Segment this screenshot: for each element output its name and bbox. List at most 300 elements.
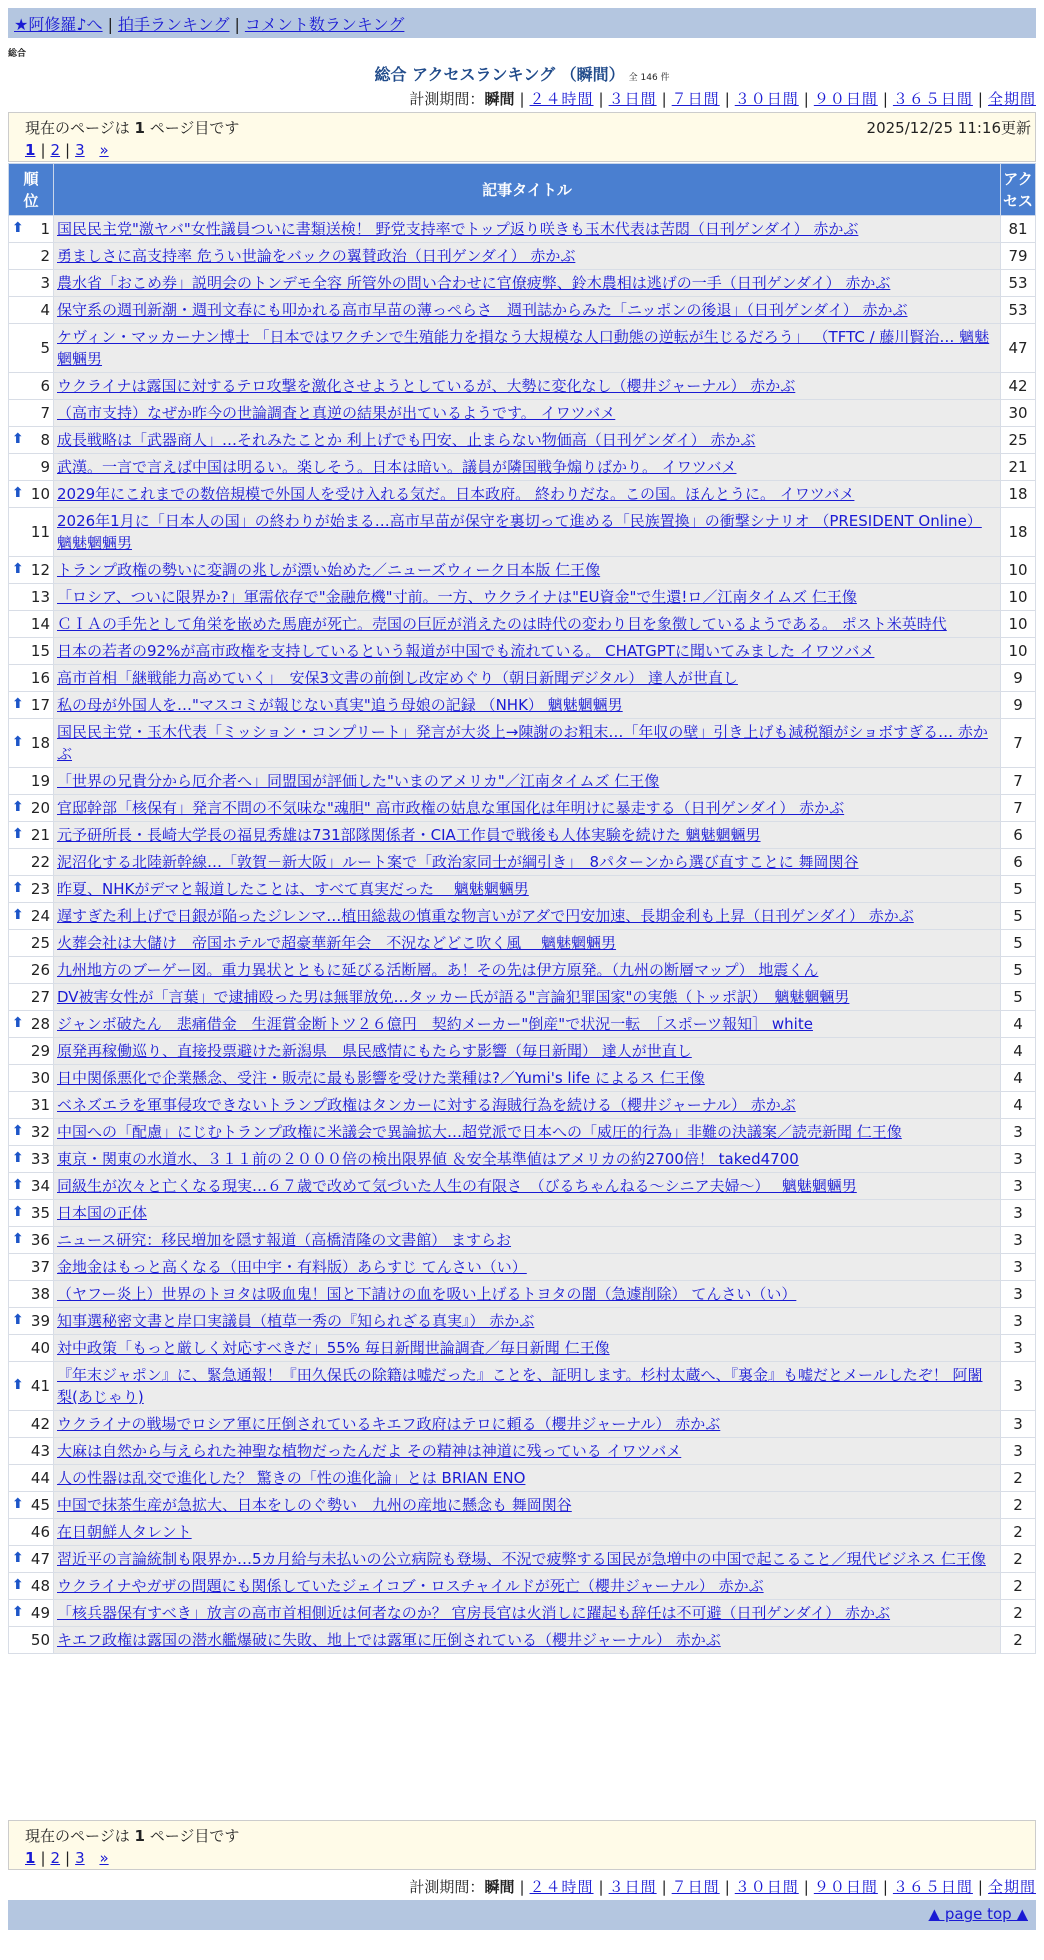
access-count: 5	[1001, 957, 1036, 984]
up-arrow-icon: ⬆	[12, 1123, 24, 1139]
article-link[interactable]: 大麻は自然から与えられた神聖な植物だったんだよ その精神は神道に残っている イワツバメ	[57, 1442, 682, 1460]
rank-number: 24	[30, 907, 50, 925]
rank-number: 18	[30, 734, 50, 752]
period-separator: |	[519, 90, 525, 108]
title-cell	[54, 270, 1001, 297]
period-selector-top	[409, 88, 1036, 109]
clap-ranking-link[interactable]: 拍手ランキング	[117, 15, 230, 34]
table-row	[9, 1092, 1036, 1119]
article-link[interactable]: 在日朝鮮人タレント	[57, 1523, 192, 1541]
rank-cell	[9, 984, 54, 1011]
table-row	[9, 427, 1036, 454]
access-count: 5	[1001, 984, 1036, 1011]
rank-cell	[9, 1092, 54, 1119]
rank-number: 17	[30, 696, 50, 714]
rank-cell	[9, 400, 54, 427]
rank-cell	[9, 611, 54, 638]
up-arrow-icon: ⬆	[12, 1604, 24, 1620]
title-cell	[54, 984, 1001, 1011]
access-count: 3	[1001, 1362, 1036, 1411]
access-count: 7	[1001, 768, 1036, 795]
title-cell	[54, 876, 1001, 903]
rank-number: 8	[40, 431, 50, 449]
rank-cell	[9, 454, 54, 481]
period-link-all[interactable]: 全期間	[987, 90, 1036, 108]
page-status-text: 現在のページは	[25, 119, 135, 137]
article-link[interactable]: 『年末ジャポン』に、緊急通報！『田久保氏の除籍は嘘だった』ことを、証明します。杉村太蔵へ、『裏金』も嘘だとメールしたぞ！ 阿闍梨(あじゃり)	[57, 1366, 983, 1406]
rank-number: 42	[30, 1415, 50, 1433]
table-row	[9, 768, 1036, 795]
rank-cell	[9, 1627, 54, 1654]
pagination-separator: |	[40, 141, 46, 159]
up-arrow-icon: ⬆	[12, 907, 24, 923]
table-row	[9, 216, 1036, 243]
rank-number: 7	[40, 404, 50, 422]
table-row	[9, 876, 1036, 903]
article-link[interactable]: 「核兵器保有すべき」放言の高市首相側近は何者なのか？ 官房長官は火消しに躍起も辞任は不可避（日刊ゲンダイ） 赤かぶ	[57, 1604, 891, 1622]
article-link[interactable]: 対中政策「もっと厳しく対応すべきだ」55% 毎日新聞世論調査／毎日新聞 仁王像	[57, 1339, 610, 1357]
up-arrow-icon: ⬆	[12, 1550, 24, 1566]
nav-separator: |	[107, 15, 113, 34]
article-link[interactable]: 2026年1月に「日本人の国」の終わりが始まる…高市早苗が保守を裏切って進める「民族置換」の衝撃シナリオ （PRESIDENT Online） 魑魅魍魎男	[57, 512, 982, 552]
article-link[interactable]: 中国で抹茶生産が急拡大、日本をしのぐ勢い 九州の産地に懸念も 舞岡関谷	[57, 1496, 572, 1514]
rank-number: 16	[30, 669, 50, 687]
title-cell	[54, 930, 1001, 957]
table-row	[9, 1200, 1036, 1227]
article-link[interactable]: 金地金はもっと高くなる（田中宇・有料版）あらすじ てんさい（い）	[57, 1258, 527, 1276]
rank-number: 26	[30, 961, 50, 979]
title-cell	[54, 1173, 1001, 1200]
rank-cell	[9, 768, 54, 795]
access-count: 10	[1001, 638, 1036, 665]
title-cell	[54, 1227, 1001, 1254]
rank-number: 22	[30, 853, 50, 871]
article-link[interactable]: 成長戦略は「武器商人」…それみたことか 利上げでも円安、止まらない物価高（日刊ゲンダイ） 赤かぶ	[57, 431, 756, 449]
access-count: 3	[1001, 1119, 1036, 1146]
access-count: 9	[1001, 692, 1036, 719]
spacer	[90, 1849, 95, 1867]
rank-number: 31	[30, 1096, 50, 1114]
article-link[interactable]: DV被害女性が「言葉」で逮捕殴った男は無罪放免…タッカー氏が語る"言論犯罪国家"の実態（トッポ訳） 魑魅魍魎男	[57, 988, 850, 1006]
rank-number: 5	[40, 339, 50, 357]
article-link[interactable]: 農水省「おこめ券」説明会のトンデモ全容 所管外の問い合わせに官僚疲弊、鈴木農相は逃げの一手（日刊ゲンダイ） 赤かぶ	[57, 274, 891, 292]
title-header: 記事タイトル	[54, 164, 1001, 216]
rank-number: 25	[30, 934, 50, 952]
article-link[interactable]: ニュース研究：移民増加を隠す報道（高橋清隆の文書館） ますらお	[57, 1231, 512, 1249]
title-cell	[54, 957, 1001, 984]
page-status-text: ページ目です	[144, 119, 240, 137]
table-row	[9, 324, 1036, 373]
article-link[interactable]: 日中関係悪化で企業懸念、受注・販売に最も影響を受けた業種は?／Yumi's life によるス 仁王像	[57, 1069, 705, 1087]
title-cell	[54, 719, 1001, 768]
rank-number: 23	[30, 880, 50, 898]
article-link[interactable]: ケヴィン・マッカーナン博士 「日本ではワクチンで生殖能力を損なう大規模な人口動態の逆転が生じるだろう」 （TFTC / 藤川賢治… 魑魅魍魎男	[57, 328, 990, 368]
rank-cell	[9, 1465, 54, 1492]
footer-bar	[8, 1900, 1036, 1930]
rank-cell	[9, 1438, 54, 1465]
rank-number: 1	[40, 220, 50, 238]
up-arrow-icon: ⬆	[12, 1204, 24, 1220]
rank-cell	[9, 508, 54, 557]
period-link-24h[interactable]: ２４時間	[529, 90, 594, 108]
access-count: 3	[1001, 1335, 1036, 1362]
ranking-table	[8, 163, 1036, 1654]
article-link[interactable]: ジャンボ破たん 悲痛借金 生涯賞金断トツ２６億円 契約メーカー"倒産"で状況一転 ［スポーツ報知］ white	[57, 1015, 813, 1033]
access-count: 5	[1001, 876, 1036, 903]
period-separator: |	[519, 1878, 525, 1896]
pagination	[25, 139, 1019, 161]
article-link[interactable]: 東京・関東の水道水、３１１前の２０００倍の検出限界値 ＆安全基準値はアメリカの約2700倍！ taked4700	[57, 1150, 799, 1168]
article-link[interactable]: 原発再稼働巡り、直接投票避けた新潟県 県民感情にもたらす影響（毎日新聞） 達人が世直し	[57, 1042, 692, 1060]
rank-cell	[9, 903, 54, 930]
rank-number: 50	[30, 1631, 50, 1649]
title-cell	[54, 1065, 1001, 1092]
title-cell	[54, 1254, 1001, 1281]
title-cell	[54, 297, 1001, 324]
access-count: 2	[1001, 1465, 1036, 1492]
table-row	[9, 1227, 1036, 1254]
rank-cell	[9, 373, 54, 400]
title-cell	[54, 1146, 1001, 1173]
table-row	[9, 1281, 1036, 1308]
table-row	[9, 1438, 1036, 1465]
rank-cell	[9, 1411, 54, 1438]
article-link[interactable]: ウクライナやガザの問題にも関係していたジェイコブ・ロスチャイルドが死亡（櫻井ジャーナル） 赤かぶ	[57, 1577, 764, 1595]
access-count: 79	[1001, 243, 1036, 270]
article-link[interactable]: 「世界の兄貴分から厄介者へ」同盟国が評価した"いまのアメリカ"／江南タイムズ 仁王像	[57, 772, 660, 790]
period-link-3d[interactable]: ３日間	[608, 1878, 657, 1896]
rank-number: 39	[30, 1312, 50, 1330]
rank-cell	[9, 1573, 54, 1600]
rank-cell	[9, 957, 54, 984]
article-link[interactable]: 官邸幹部「核保有」発言不問の不気味な"魂胆" 高市政権の姑息な軍国化は年明けに暴走する（日刊ゲンダイ） 赤かぶ	[57, 799, 845, 817]
pagination-separator: |	[65, 141, 71, 159]
period-link-365d[interactable]: ３６５日間	[892, 1878, 973, 1896]
up-arrow-icon: ⬆	[12, 1312, 24, 1328]
page-link-1[interactable]: 1	[25, 141, 36, 159]
title-cell	[54, 795, 1001, 822]
period-link-3d[interactable]: ３日間	[608, 90, 657, 108]
access-count: 6	[1001, 822, 1036, 849]
title-cell	[54, 1308, 1001, 1335]
access-count: 10	[1001, 557, 1036, 584]
article-link[interactable]: （ヤフー炎上）世界のトヨタは吸血鬼！国と下請けの血を吸い上げるトヨタの闇（急遽削除） てんさい（い）	[57, 1285, 797, 1303]
title-cell	[54, 1519, 1001, 1546]
table-row	[9, 1411, 1036, 1438]
rank-number: 44	[30, 1469, 50, 1487]
period-link-7d[interactable]: ７日間	[671, 90, 720, 108]
access-count: 3	[1001, 1438, 1036, 1465]
access-count: 18	[1001, 508, 1036, 557]
table-row	[9, 692, 1036, 719]
spacer	[90, 141, 95, 159]
title-cell	[54, 324, 1001, 373]
article-link[interactable]: 日本の若者の92%が高市政権を支持しているという報道が中国でも流れている。 CHATGPTに聞いてみました イワツバメ	[57, 642, 875, 660]
access-count: 2	[1001, 1600, 1036, 1627]
up-arrow-icon: ⬆	[12, 220, 24, 236]
rank-cell	[9, 481, 54, 508]
home-link[interactable]: ★阿修羅♪へ	[14, 15, 103, 34]
period-link-365d[interactable]: ３６５日間	[892, 90, 973, 108]
page-status-text: 現在のページは	[25, 1827, 135, 1845]
access-count: 18	[1001, 481, 1036, 508]
up-arrow-icon: ⬆	[12, 1015, 24, 1031]
access-header	[1001, 164, 1036, 216]
title-cell	[54, 584, 1001, 611]
access-count: 10	[1001, 611, 1036, 638]
table-row	[9, 1492, 1036, 1519]
table-row	[9, 1600, 1036, 1627]
table-row	[9, 454, 1036, 481]
rank-cell	[9, 876, 54, 903]
page-link-2[interactable]: 2	[50, 141, 61, 159]
up-arrow-icon: ⬆	[12, 880, 24, 896]
title-cell	[54, 1411, 1001, 1438]
title-cell	[54, 1627, 1001, 1654]
article-link[interactable]: 昨夏、NHKがデマと報道したことは、すべて真実だった 魑魅魍魎男	[57, 880, 529, 898]
rank-cell	[9, 243, 54, 270]
next-page-link[interactable]: »	[99, 141, 109, 159]
table-row	[9, 719, 1036, 768]
rank-number: 29	[30, 1042, 50, 1060]
rank-number: 30	[30, 1069, 50, 1087]
up-arrow-icon: ⬆	[12, 1377, 24, 1393]
title-cell	[54, 454, 1001, 481]
table-row	[9, 270, 1036, 297]
access-count: 2	[1001, 1492, 1036, 1519]
table-row	[9, 957, 1036, 984]
article-link[interactable]: ウクライナは露国に対するテロ攻撃を激化させようとしているが、大勢に変化なし（櫻井ジャーナル） 赤かぶ	[57, 377, 796, 395]
rank-number: 4	[40, 301, 50, 319]
title-cell	[54, 1281, 1001, 1308]
rank-cell	[9, 1308, 54, 1335]
title-cell	[54, 1600, 1001, 1627]
up-arrow-icon: ⬆	[12, 431, 24, 447]
up-arrow-icon: ⬆	[12, 485, 24, 501]
title-cell	[54, 481, 1001, 508]
period-link-all[interactable]: 全期間	[987, 1878, 1036, 1896]
rank-number: 33	[30, 1150, 50, 1168]
article-link[interactable]: 2029年にこれまでの数倍規模で外国人を受け入れる気だ。日本政府。 終わりだな。この国。ほんとうに。 イワツバメ	[57, 485, 855, 503]
page-top-link[interactable]: ▲ page top ▲	[928, 1905, 1028, 1923]
access-count: 4	[1001, 1065, 1036, 1092]
period-link-24h[interactable]: ２４時間	[529, 1878, 594, 1896]
rank-cell	[9, 557, 54, 584]
article-link[interactable]: 九州地方のブーゲー図。重力異状とともに延びる活断層。あ！その先は伊方原発。（九州の断層マップ） 地震くん	[57, 961, 819, 979]
article-link[interactable]: 勇ましさに高支持率 危うい世論をバックの翼賛政治（日刊ゲンダイ） 赤かぶ	[57, 247, 576, 265]
article-link[interactable]: 私の母が外国人を…"マスコミが報じない真実"追う母娘の記録 （NHK） 魑魅魍魎男	[57, 696, 623, 714]
nav-separator: |	[234, 15, 240, 34]
rank-number: 9	[40, 458, 50, 476]
period-link-30d[interactable]: ３０日間	[734, 90, 799, 108]
table-header-row	[9, 164, 1036, 216]
rank-number: 14	[30, 615, 50, 633]
rank-cell	[9, 692, 54, 719]
period-separator: |	[724, 90, 730, 108]
page-status-number: 1	[134, 119, 145, 137]
access-count: 47	[1001, 324, 1036, 373]
period-link-30d[interactable]: ３０日間	[734, 1878, 799, 1896]
article-link[interactable]: トランプ政権の勢いに変調の兆しが漂い始めた／ニューズウィーク日本版 仁王像	[57, 561, 601, 579]
pagination-separator: |	[40, 1849, 46, 1867]
page-status-text: ページ目です	[144, 1827, 240, 1845]
rank-number: 49	[30, 1604, 50, 1622]
table-row	[9, 297, 1036, 324]
period-link-90d[interactable]: ９０日間	[813, 1878, 878, 1896]
title-cell	[54, 1335, 1001, 1362]
rank-cell	[9, 1600, 54, 1627]
rank-number: 20	[30, 799, 50, 817]
rank-number: 41	[30, 1377, 50, 1395]
article-link[interactable]: ＣＩＡの手先として角栄を嵌めた馬鹿が死亡。売国の巨匠が消えたのは時代の変わり目を象徴しているようである。 ポスト米英時代	[57, 615, 947, 633]
access-count: 3	[1001, 1411, 1036, 1438]
rank-header-label: 順位	[23, 169, 39, 210]
rank-cell	[9, 1519, 54, 1546]
rank-cell	[9, 1119, 54, 1146]
article-link[interactable]: ウクライナの戦場でロシア軍に圧倒されているキエフ政府はテロに頼る（櫻井ジャーナル） 赤かぶ	[57, 1415, 721, 1433]
article-link[interactable]: （高市支持）なぜか昨今の世論調査と真逆の結果が出ているようです。 イワツバメ	[57, 404, 616, 422]
rank-number: 15	[30, 642, 50, 660]
table-row	[9, 1546, 1036, 1573]
table-row	[9, 1519, 1036, 1546]
table-row	[9, 1465, 1036, 1492]
page-info-top	[8, 112, 1036, 162]
rank-cell	[9, 1011, 54, 1038]
article-link[interactable]: ベネズエラを軍事侵攻できないトランプ政権はタンカーに対する海賊行為を続ける（櫻井ジャーナル） 赤かぶ	[57, 1096, 796, 1114]
page-link-1[interactable]: 1	[25, 1849, 36, 1867]
table-row	[9, 903, 1036, 930]
access-count: 30	[1001, 400, 1036, 427]
rank-cell	[9, 1146, 54, 1173]
pagination	[25, 1847, 1019, 1869]
rank-cell	[9, 1038, 54, 1065]
rank-number: 19	[30, 772, 50, 790]
rank-number: 38	[30, 1285, 50, 1303]
title-cell	[54, 508, 1001, 557]
article-link[interactable]: 中国への「配慮」にじむトランプ政権に米議会で異論拡大…超党派で日本への「威圧的行為」非難の決議案／読売新聞 仁王像	[57, 1123, 902, 1141]
rank-cell	[9, 719, 54, 768]
access-count: 53	[1001, 270, 1036, 297]
page-link-2[interactable]: 2	[50, 1849, 61, 1867]
title-cell	[54, 1546, 1001, 1573]
title-cell	[54, 557, 1001, 584]
table-row	[9, 984, 1036, 1011]
title-cell	[54, 1092, 1001, 1119]
rank-number: 11	[30, 523, 50, 541]
article-link[interactable]: 人の性器は乱交で進化した？ 驚きの「性の進化論」とは BRIAN ENO	[57, 1469, 526, 1487]
rank-cell	[9, 584, 54, 611]
article-link[interactable]: 保守系の週刊新潮・週刊文春にも叩かれる高市早苗の薄っぺらさ 週刊誌からみた「ニッポンの後退」（日刊ゲンダイ） 赤かぶ	[57, 301, 908, 319]
article-link[interactable]: 泥沼化する北陸新幹線…「敦賀－新大阪」ルート案で「政治家同士が綱引き」 8パターンから選び直すことに 舞岡関谷	[57, 853, 859, 871]
article-link[interactable]: キエフ政権は露国の潜水艦爆破に失敗、地上では露軍に圧倒されている（櫻井ジャーナル） 赤かぶ	[57, 1631, 721, 1649]
up-arrow-icon: ⬆	[12, 1496, 24, 1512]
access-count: 42	[1001, 373, 1036, 400]
access-count: 7	[1001, 719, 1036, 768]
up-arrow-icon: ⬆	[12, 561, 24, 577]
access-count: 5	[1001, 903, 1036, 930]
period-separator: |	[661, 90, 667, 108]
title-cell	[54, 1438, 1001, 1465]
rank-number: 45	[30, 1496, 50, 1514]
period-current: 瞬間	[484, 1878, 515, 1896]
access-count: 3	[1001, 1173, 1036, 1200]
page-info-bottom	[8, 1820, 1036, 1870]
access-count: 53	[1001, 297, 1036, 324]
table-row	[9, 1254, 1036, 1281]
article-link[interactable]: 国民民主党・玉木代表「ミッション・コンプリート」発言が大炎上→陳謝のお粗末…「年収の壁」引き上げも減税額がショボすぎる… 赤かぶ	[57, 723, 988, 763]
up-arrow-icon: ⬆	[12, 799, 24, 815]
access-count: 2	[1001, 1573, 1036, 1600]
article-link[interactable]: 高市首相「継戦能力高めていく」 安保3文書の前倒し改定めぐり（朝日新聞デジタル） 達人が世直し	[57, 669, 738, 687]
table-row	[9, 665, 1036, 692]
updated-timestamp: 2025/12/25 11:16更新	[866, 119, 1031, 137]
table-row	[9, 1362, 1036, 1411]
rank-number: 6	[40, 377, 50, 395]
article-link[interactable]: 遅すぎた利上げで日銀が陥ったジレンマ…植田総裁の慎重な物言いがアダで円安加速、長期金利も上昇（日刊ゲンダイ） 赤かぶ	[57, 907, 914, 925]
table-row	[9, 822, 1036, 849]
ranking-title: 総合 アクセスランキング （瞬間）	[374, 65, 625, 84]
access-count: 3	[1001, 1227, 1036, 1254]
table-row	[9, 1573, 1036, 1600]
title-cell	[54, 611, 1001, 638]
rank-number: 28	[30, 1015, 50, 1033]
article-link[interactable]: 武漢。一言で言えば中国は明るい。楽しそう。日本は暗い。議員が隣国戦争煽りばかり。 イワツバメ	[57, 458, 737, 476]
table-row	[9, 557, 1036, 584]
up-arrow-icon: ⬆	[12, 734, 24, 750]
comment-ranking-link[interactable]: コメント数ランキング	[244, 15, 405, 34]
period-separator: |	[882, 90, 888, 108]
article-link[interactable]: 同級生が次々と亡くなる現実…６７歳で改めて気づいた人生の有限さ （びるちゃんねる～シニア夫婦～） 魑魅魍魎男	[57, 1177, 857, 1195]
table-row	[9, 1011, 1036, 1038]
pagination-separator: |	[65, 1849, 71, 1867]
article-link[interactable]: 習近平の言論統制も限界か…5カ月給与未払いの公立病院も登場、不況で疲弊する国民が急増中の中国で起こること／現代ビジネス 仁王像	[57, 1550, 986, 1568]
table-row	[9, 400, 1036, 427]
period-link-7d[interactable]: ７日間	[671, 1878, 720, 1896]
rank-cell	[9, 638, 54, 665]
article-link[interactable]: 知事選秘密文書と岸口実議員（植草一秀の『知られざる真実』） 赤かぶ	[57, 1312, 535, 1330]
title-cell	[54, 373, 1001, 400]
access-count: 10	[1001, 584, 1036, 611]
page-link-3[interactable]: 3	[75, 1849, 85, 1867]
table-row	[9, 1308, 1036, 1335]
period-link-90d[interactable]: ９０日間	[813, 90, 878, 108]
rank-cell	[9, 1546, 54, 1573]
rank-cell	[9, 930, 54, 957]
access-count: 3	[1001, 1308, 1036, 1335]
rank-cell	[9, 1227, 54, 1254]
title-cell	[54, 903, 1001, 930]
access-count: 5	[1001, 930, 1036, 957]
page-link-3[interactable]: 3	[75, 141, 85, 159]
article-link[interactable]: 国民民主党"激ヤバ"女性議員ついに書類送検！ 野党支持率でトップ返り咲きも玉木代表は苦悶（日刊ゲンダイ） 赤かぶ	[57, 220, 859, 238]
article-link[interactable]: 日本国の正体	[57, 1204, 148, 1222]
table-row	[9, 1627, 1036, 1654]
article-link[interactable]: 「ロシア、ついに限界か?」軍需依存で"金融危機"寸前。一方、ウクライナは"EU資金"で生還!ロ／江南タイムズ 仁王像	[57, 588, 857, 606]
rank-number: 10	[30, 485, 50, 503]
article-link[interactable]: 火葬会社は大儲け 帝国ホテルで超豪華新年会 不況などどこ吹く風 魑魅魍魎男	[57, 934, 617, 952]
period-separator: |	[977, 1878, 983, 1896]
article-link[interactable]: 元予研所長・長崎大学長の福見秀雄は731部隊関係者・CIA工作員で戦後も人体実験を続けた 魑魅魍魎男	[57, 826, 761, 844]
rank-number: 46	[30, 1523, 50, 1541]
table-row	[9, 508, 1036, 557]
rank-cell	[9, 795, 54, 822]
next-page-link[interactable]: »	[99, 1849, 109, 1867]
up-arrow-icon: ⬆	[12, 826, 24, 842]
access-count: 4	[1001, 1092, 1036, 1119]
table-row	[9, 584, 1036, 611]
rank-cell	[9, 216, 54, 243]
title-cell	[54, 849, 1001, 876]
